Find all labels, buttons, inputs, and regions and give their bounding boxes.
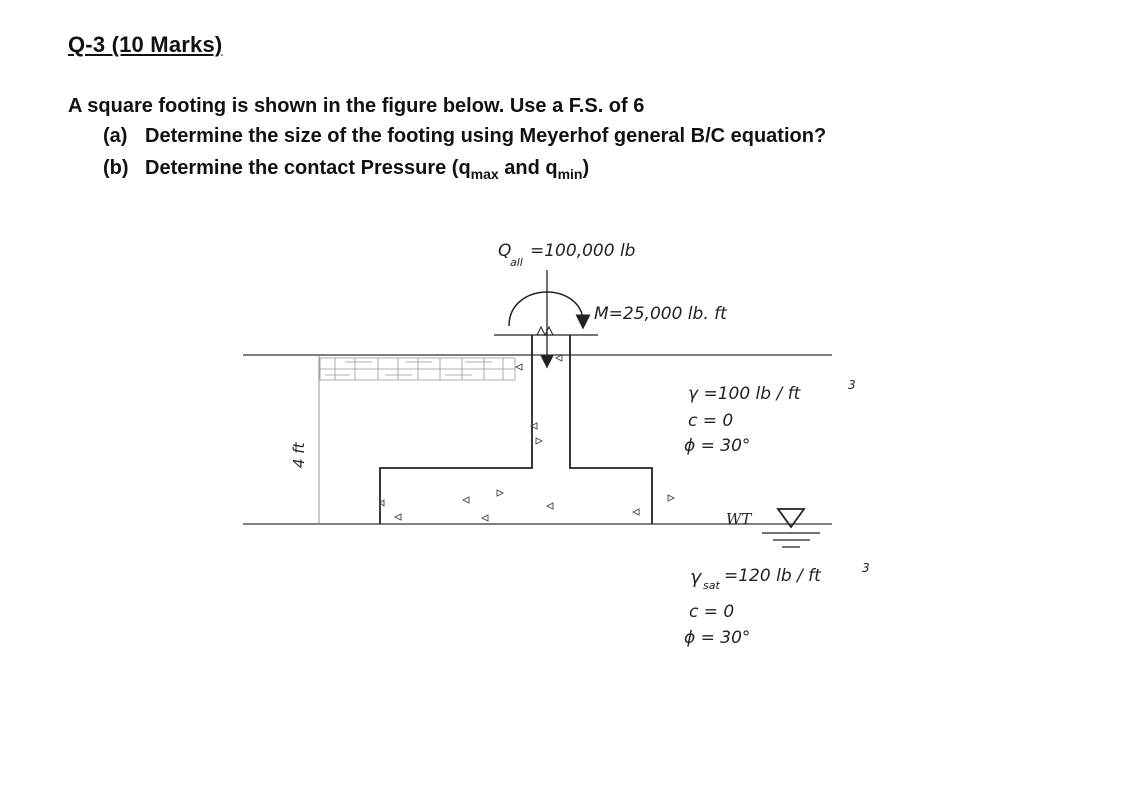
load-symbol: Q [498,241,512,261]
soil-above-friction-angle: ϕ = 30° [684,436,751,456]
part-b-sub-min: min [557,166,583,182]
soil-above-gamma: γ =100 lb / ft [688,384,801,404]
part-b-text-mid: and q [498,157,558,179]
part-b-text-before: Determine the contact Pressure (q [145,157,471,179]
soil-below-gamma-sub: sat [703,579,720,592]
pavement-hatch [320,358,515,380]
moment-label: M=25,000 lb. ft [594,304,727,324]
soil-above-gamma-exp: 3 [848,378,856,392]
water-table-label: WT [726,510,752,528]
part-a-text: Determine the size of the footing using Meyerhof general B/C equation? [145,125,827,147]
question-intro: A square footing is shown in the figure below. Use a F.S. of 6 [68,95,645,117]
soil-below-friction-angle: ϕ = 30° [684,628,751,648]
part-b-text-after: ) [582,157,590,179]
soil-below-gamma-exp: 3 [862,561,870,575]
depth-label: 4 ft [290,442,308,468]
footing-outline [380,335,652,524]
load-value: =100,000 lb [530,241,636,261]
soil-below-gamma: γ [690,566,702,588]
soil-above-cohesion: c = 0 [688,411,734,431]
part-b-sub-max: max [470,166,499,182]
soil-below-cohesion: c = 0 [689,602,735,622]
soil-below-gamma-value: =120 lb / ft [724,566,821,586]
part-b-tag: (b) [103,157,129,179]
load-subscript: all [510,256,523,269]
question-title: Q-3 (10 Marks) [68,32,223,57]
part-a-tag: (a) [103,125,128,147]
load-zigzag [537,327,553,335]
moment-arc [509,292,583,326]
